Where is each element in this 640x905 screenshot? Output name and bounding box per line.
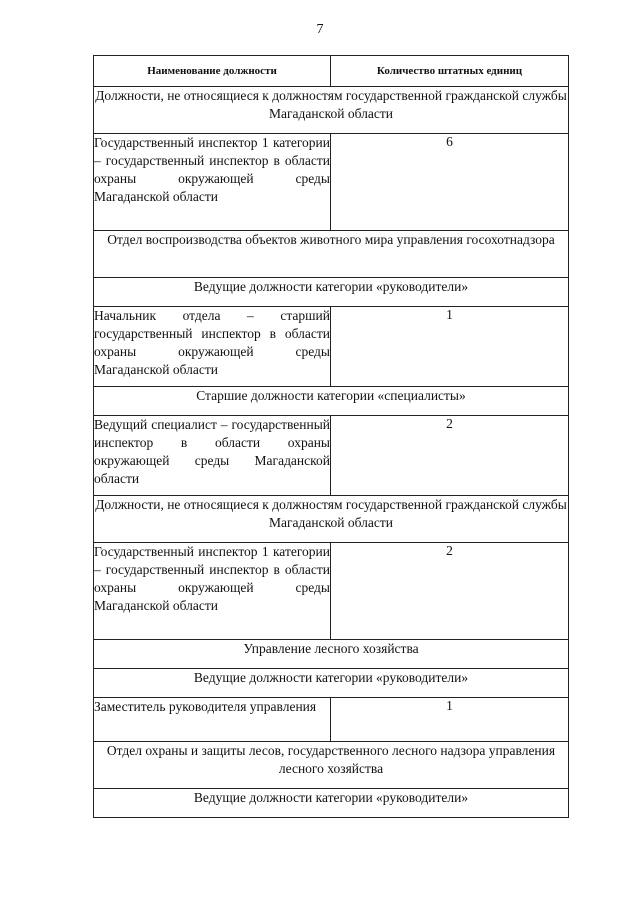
header-staff-count: Количество штатных единиц bbox=[331, 56, 569, 87]
section-row bbox=[94, 640, 569, 669]
section-row bbox=[94, 231, 569, 278]
position-row bbox=[94, 698, 569, 742]
position-name: Начальник отдела – старший государственный инспектор в области охраны окружающей среды Магаданской области bbox=[94, 307, 331, 387]
position-count: 6 bbox=[331, 134, 569, 231]
position-count: 2 bbox=[331, 416, 569, 496]
section-title: Ведущие должности категории «руководители» bbox=[94, 789, 569, 818]
position-row bbox=[94, 416, 569, 496]
section-row bbox=[94, 387, 569, 416]
page-number: 7 bbox=[316, 22, 324, 37]
section-title: Должности, не относящиеся к должностям государственной гражданской службы Магаданской области bbox=[94, 87, 569, 134]
position-name: Ведущий специалист – государственный инспектор в области охраны окружающей среды Магаданской области bbox=[94, 416, 331, 496]
header-position-name: Наименование должности bbox=[94, 56, 331, 87]
position-name: Государственный инспектор 1 категории – государственный инспектор в области охраны окружающей среды Магаданской области bbox=[94, 134, 331, 231]
section-title: Ведущие должности категории «руководители» bbox=[94, 669, 569, 698]
section-row bbox=[94, 789, 569, 818]
position-count: 1 bbox=[331, 307, 569, 387]
section-title: Должности, не относящиеся к должностям государственной гражданской службы Магаданской области bbox=[94, 496, 569, 543]
section-row bbox=[94, 742, 569, 789]
section-row bbox=[94, 496, 569, 543]
position-row bbox=[94, 307, 569, 387]
position-count: 1 bbox=[331, 698, 569, 742]
section-title: Отдел охраны и защиты лесов, государственного лесного надзора управления лесного хозяйства bbox=[94, 742, 569, 789]
section-row bbox=[94, 87, 569, 134]
position-name: Государственный инспектор 1 категории – государственный инспектор в области охраны окружающей среды Магаданской области bbox=[94, 543, 331, 640]
position-name: Заместитель руководителя управления bbox=[94, 698, 331, 742]
section-title: Отдел воспроизводства объектов животного мира управления госохотнадзора bbox=[94, 231, 569, 278]
table-header-row bbox=[94, 56, 569, 87]
position-count: 2 bbox=[331, 543, 569, 640]
position-row bbox=[94, 543, 569, 640]
section-title: Старшие должности категории «специалисты» bbox=[94, 387, 569, 416]
section-title: Ведущие должности категории «руководители» bbox=[94, 278, 569, 307]
section-row bbox=[94, 669, 569, 698]
section-row bbox=[94, 278, 569, 307]
position-row bbox=[94, 134, 569, 231]
section-title: Управление лесного хозяйства bbox=[94, 640, 569, 669]
staffing-table bbox=[93, 55, 569, 818]
